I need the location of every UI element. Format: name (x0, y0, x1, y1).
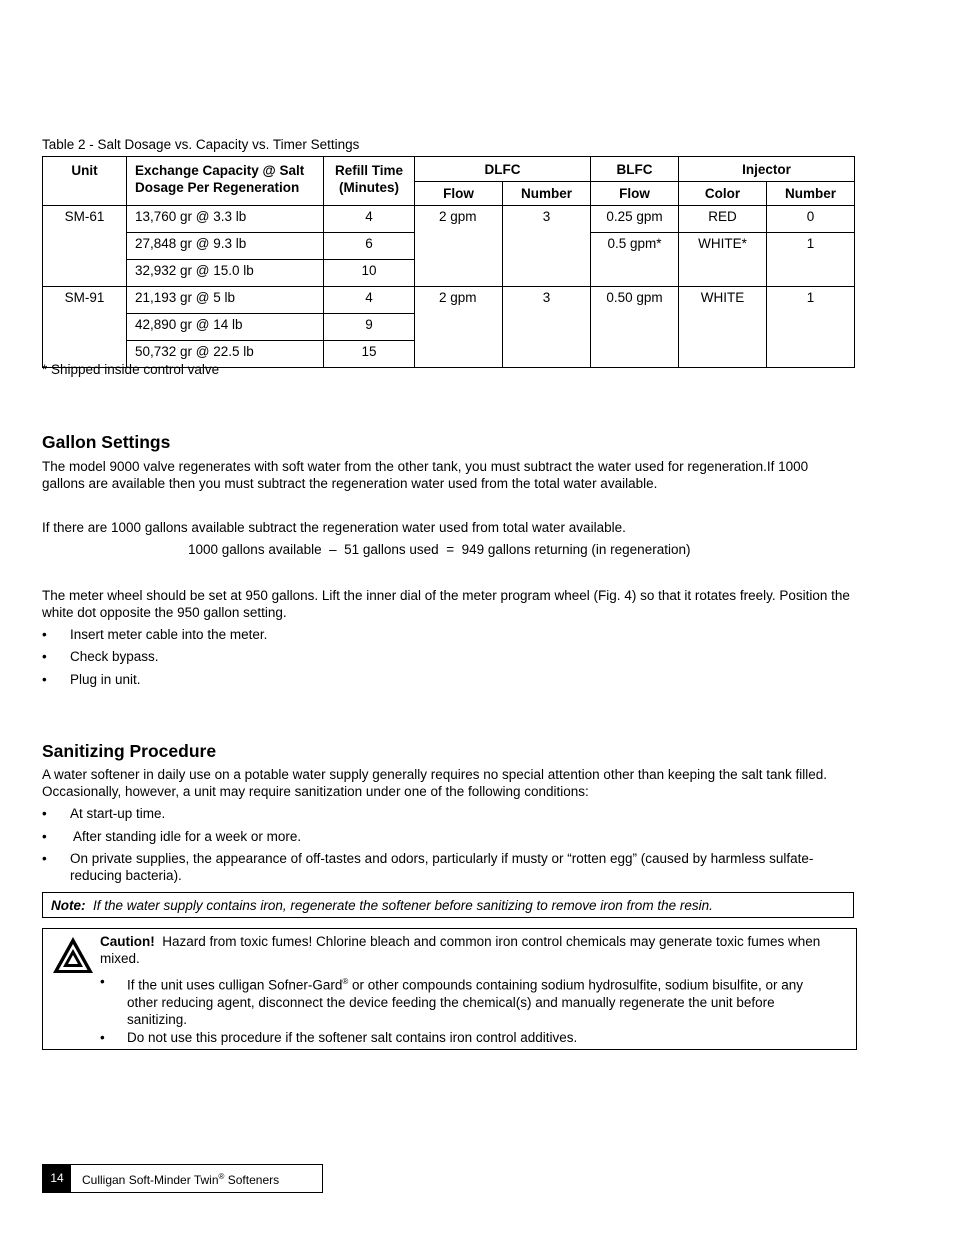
gallon-paragraph-3: The meter wheel should be set at 950 gallons. Lift the inner dial of the meter program wheel (Fig. 4) so that it rotates freely. Position the white dot opposite the 950 gallon setting. (42, 588, 850, 620)
cell-refill: 4 (324, 287, 415, 314)
bullet-icon: • (42, 627, 47, 642)
list-item-text: At start-up time. (70, 806, 166, 821)
cell-capacity: 32,932 gr @ 15.0 lb (127, 260, 324, 287)
cell-injector-color: WHITE (679, 287, 767, 368)
cell-dlfc-number: 3 (503, 206, 591, 287)
gallon-paragraph-2: If there are 1000 gallons available subtract the regeneration water used from total water available. (42, 520, 626, 535)
cell-unit: SM-91 (43, 287, 127, 368)
table-row (43, 206, 855, 233)
list-item-text: Insert meter cable into the meter. (70, 627, 268, 642)
header-injector-number: Number (767, 182, 855, 206)
note-body: If the water supply contains iron, regenerate the softener before sanitizing to remove iron from the resin. (93, 898, 713, 913)
table-caption: Table 2 - Salt Dosage vs. Capacity vs. Timer Settings (42, 137, 360, 152)
cell-injector-number: 0 (767, 206, 855, 233)
cell-injector-color: RED (679, 206, 767, 233)
note-text (51, 898, 713, 913)
header-blfc-flow: Flow (591, 182, 679, 206)
salt-dosage-table (42, 156, 855, 368)
cell-refill: 4 (324, 206, 415, 233)
cell-capacity: 27,848 gr @ 9.3 lb (127, 233, 324, 260)
header-injector: Injector (679, 157, 855, 182)
bullet-icon: • (100, 1030, 105, 1045)
table-footnote: * Shipped inside control valve (42, 362, 220, 377)
cell-capacity: 42,890 gr @ 14 lb (127, 314, 324, 341)
header-blfc: BLFC (591, 157, 679, 182)
cell-refill: 6 (324, 233, 415, 260)
bullet-icon: • (42, 649, 47, 664)
cell-blfc-flow: 0.25 gpm (591, 206, 679, 233)
gallon-formula: 1000 gallons available – 51 gallons used = 949 gallons returning (in regeneration) (188, 542, 691, 557)
header-dlfc-flow: Flow (415, 182, 503, 206)
header-injector-color: Color (679, 182, 767, 206)
cell-blfc-flow: 0.50 gpm (591, 287, 679, 368)
sanitizing-paragraph: A water softener in daily use on a potable water supply generally requires no special attention other than keeping the salt tank filled. Occasionally, however, a unit may require sanitization under one of the following conditions: (42, 767, 827, 799)
cell-dlfc-flow: 2 gpm (415, 287, 503, 368)
header-dlfc: DLFC (415, 157, 591, 182)
bullet-icon: • (42, 672, 47, 687)
header-exchange-capacity: Exchange Capacity @ Salt Dosage Per Regeneration (127, 157, 324, 206)
footer-title: Culligan Soft-Minder Twin® Softeners (82, 1172, 280, 1187)
warning-triangle-icon (51, 935, 95, 975)
cell-capacity: 50,732 gr @ 22.5 lb (127, 341, 324, 368)
table-row (43, 287, 855, 314)
caution-body: Hazard from toxic fumes! Chlorine bleach and common iron control chemicals may generate toxic fumes when mixed. (100, 934, 821, 966)
list-item-text: Plug in unit. (70, 672, 141, 687)
cell-refill: 9 (324, 314, 415, 341)
bullet-icon: • (42, 806, 47, 821)
cell-capacity: 21,193 gr @ 5 lb (127, 287, 324, 314)
gallon-settings-heading: Gallon Settings (42, 432, 171, 452)
gallon-paragraph-1: The model 9000 valve regenerates with soft water from the other tank, you must subtract the water used for regeneration.If 1000 gallons are available then you must subtract the regeneration water used from the total water available. (42, 459, 809, 491)
cell-dlfc-number: 3 (503, 287, 591, 368)
list-item-text: After standing idle for a week or more. (70, 829, 302, 844)
caution-label: Caution! (100, 934, 155, 949)
cell-blfc-flow: 0.5 gpm* (591, 233, 679, 287)
header-unit: Unit (43, 157, 127, 206)
cell-injector-number: 1 (767, 287, 855, 368)
cell-unit: SM-61 (43, 206, 127, 287)
list-item-text: Do not use this procedure if the softener salt contains iron control additives. (127, 1030, 578, 1045)
cell-capacity: 13,760 gr @ 3.3 lb (127, 206, 324, 233)
page-footer (42, 1164, 323, 1193)
note-box (42, 892, 854, 918)
cell-injector-number: 1 (767, 233, 855, 287)
cell-refill: 10 (324, 260, 415, 287)
list-item-text: Check bypass. (70, 649, 159, 664)
list-item-text: On private supplies, the appearance of off-tastes and odors, particularly if musty or “rotten egg” (caused by harmless sulfate-reducing bacteria). (70, 851, 814, 883)
sanitizing-heading: Sanitizing Procedure (42, 741, 217, 761)
bullet-icon: • (42, 851, 47, 866)
caution-text (100, 933, 840, 967)
note-label: Note: (51, 898, 86, 913)
bullet-icon: • (42, 829, 47, 844)
list-item-text: If the unit uses culligan Sofner-Gard® or other compounds containing sodium hydrosulfite, sodium bisulfite, or any other reducing agent, disconnect the device feeding the chemical(s) and manually regenerate the unit before sanitizing. (127, 977, 804, 1027)
cell-refill: 15 (324, 341, 415, 368)
page-number: 14 (43, 1165, 71, 1192)
header-dlfc-number: Number (503, 182, 591, 206)
header-refill-time: Refill Time (Minutes) (324, 157, 415, 206)
cell-dlfc-flow: 2 gpm (415, 206, 503, 287)
cell-injector-color: WHITE* (679, 233, 767, 287)
bullet-icon: • (100, 974, 105, 989)
caution-box (42, 928, 857, 1050)
